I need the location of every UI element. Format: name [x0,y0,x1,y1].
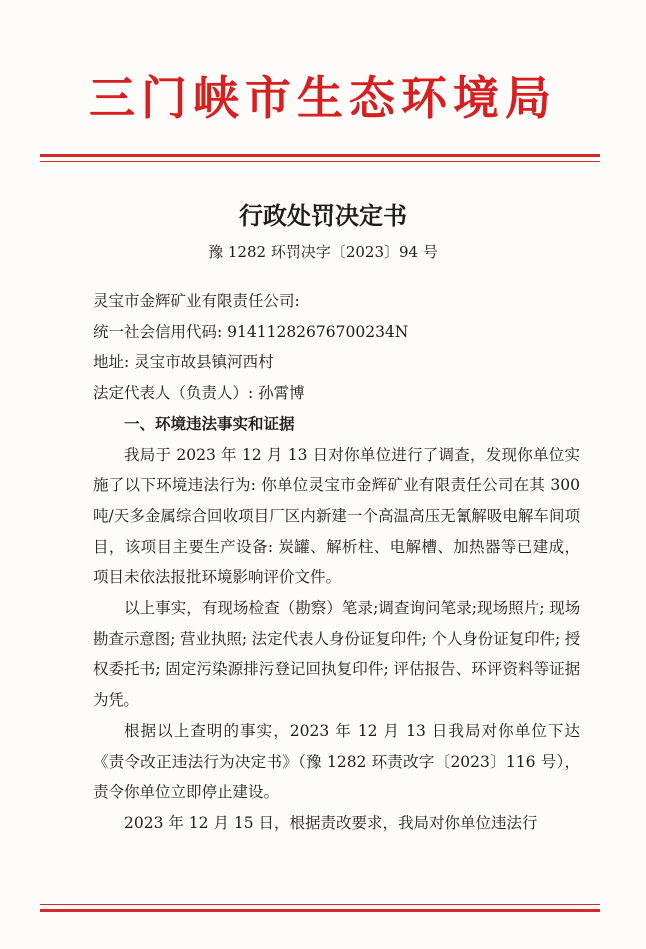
document-body [93,286,580,839]
masthead-rule-thin [40,161,600,162]
document-title: 行政处罚决定书 [239,201,407,230]
recipient-address: 地址: 灵宝市故县镇河西村 [93,353,274,372]
order-paragraph: 根据以上查明的事实，2023 年 12 月 13 日我局对你单位下达《责令改正违法行为决定书》（豫 1282 环责改字〔2023〕116 号），责令你单位立即停止建设。 [93,721,580,802]
evidence-paragraph: 以上事实，有现场检查（勘察）笔录;调查询问笔录;现场照片; 现场勘查示意图; 营业执照; 法定代表人身份证复印件; 个人身份证复印件; 授权委托书; 固定污染源排污登记回执复印件; 评估报告、环评资料等证据为凭。 [93,599,580,710]
footer-rule-thick [40,909,600,912]
credit-code: 统一社会信用代码: 91411282676700234N [93,322,409,341]
facts-paragraph: 我局于 2023 年 12 月 13 日对你单位进行了调查，发现你单位实施了以下环境违法行为: 你单位灵宝市金辉矿业有限责任公司在其 300 吨/天多金属综合回收项目厂区内新建一个高温高压无氰解吸电解车间项目，该项目主要生产设备: 炭罐、解析柱、电解槽、加热器等已建成，项目未依法报批环境影响评价文件。 [93,445,580,587]
masthead-rule-thick [40,154,600,157]
facts-heading: 一、环境违法事实和证据 [124,413,295,433]
followup-paragraph: 2023 年 12 月 15 日，根据责改要求，我局对你单位违法行 [124,813,538,832]
recipient-name: 灵宝市金辉矿业有限责任公司: [93,292,300,310]
footer-rule-thin [40,904,600,905]
legal-representative: 法定代表人（负责人）: 孙霄博 [93,384,305,403]
document-number: 豫 1282 环罚决字〔2023〕94 号 [208,243,438,261]
agency-masthead: 三门峡市生态环境局 [89,71,557,125]
